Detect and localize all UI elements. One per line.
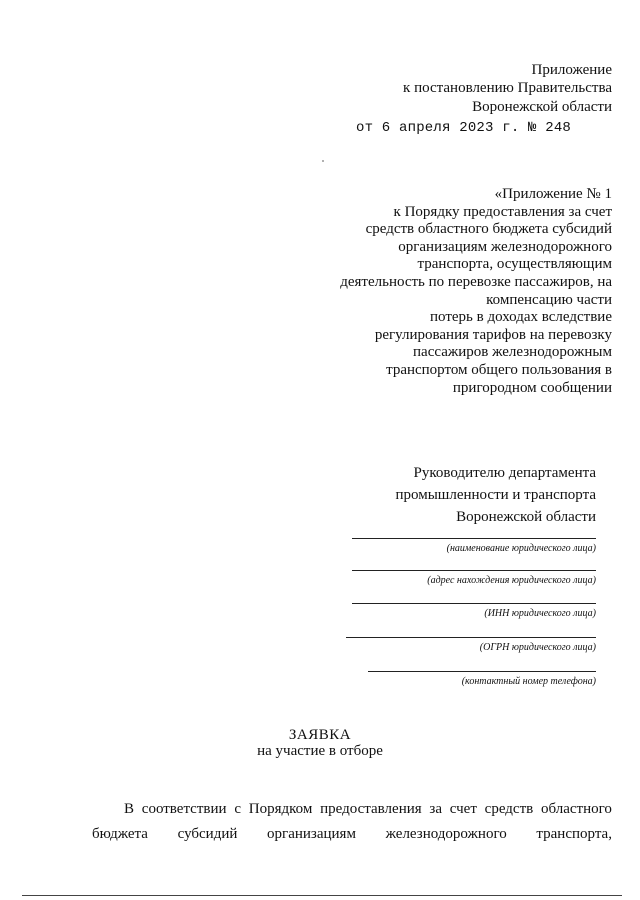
fill-line[interactable] [368,671,596,672]
body-word: Порядком [248,801,313,817]
annex-line: организациям железнодорожного [398,238,612,255]
field-caption: (адрес нахождения юридического лица) [427,575,596,586]
appendix-line-3: Воронежской области [472,99,612,115]
annex-1-block [340,186,612,397]
body-word: бюджета [92,826,148,842]
field-caption: (контактный номер телефона) [461,676,596,687]
fill-line[interactable] [352,603,596,604]
body-word: В [124,801,135,817]
annex-line: транспорта, осуществляющим [417,256,612,273]
annex-line: потерь в доходах вследствие [430,309,612,326]
body-word: за [429,801,443,817]
field-caption: (наименование юридического лица) [446,543,596,554]
appendix-title: Приложение [531,62,612,78]
body-word: организациям [267,826,356,842]
addressee-line: Воронежской области [456,509,596,525]
legal-entity-name-field[interactable] [352,538,596,555]
page-bottom-edge [22,895,622,896]
body-word: средств [484,801,534,817]
annex-line: пригородном сообщении [452,379,612,396]
annex-line: к Порядку предоставления за счет [393,203,612,220]
annex-line: транспортом общего пользования в [386,361,612,378]
annex-line: компенсацию части [486,291,612,308]
body-word: областного [540,801,612,817]
body-word: предоставления [320,801,422,817]
body-word: счет [449,801,477,817]
legal-entity-inn-field[interactable] [352,603,596,620]
body-word: соответствии [141,801,227,817]
body-line-1 [124,801,612,818]
legal-entity-ogrn-field[interactable] [346,637,596,654]
decree-date-number: от 6 апреля 2023 г. № 248 [356,120,572,136]
fill-line[interactable] [352,538,596,539]
annex-line: деятельность по перевозке пассажиров, на [340,273,612,290]
legal-entity-address-field[interactable] [352,570,596,587]
fill-line[interactable] [352,570,596,571]
body-word: железнодорожного [385,826,507,842]
contact-phone-field[interactable] [368,671,596,688]
fill-line[interactable] [346,637,596,638]
annex-line: регулирования тарифов на перевозку [374,326,612,343]
annex-line: пассажиров железнодорожным [413,344,612,361]
scan-speck [322,160,324,162]
addressee-line: Руководителю департамента [413,465,596,481]
appendix-line-2: к постановлению Правительства [403,80,612,96]
field-caption: (ИНН юридического лица) [484,608,596,619]
application-subtitle: на участие в отборе [257,743,383,759]
field-caption: (ОГРН юридического лица) [479,642,596,653]
body-word: транспорта, [536,826,612,842]
addressee-line: промышленности и транспорта [395,487,596,503]
application-title: ЗАЯВКА [288,727,352,743]
body-word: субсидий [177,826,238,842]
body-line-2 [92,826,612,843]
body-word: с [234,801,241,817]
annex-line: «Приложение № 1 [494,186,612,202]
addressee-block [395,462,596,528]
annex-line: средств областного бюджета субсидий [365,221,612,238]
